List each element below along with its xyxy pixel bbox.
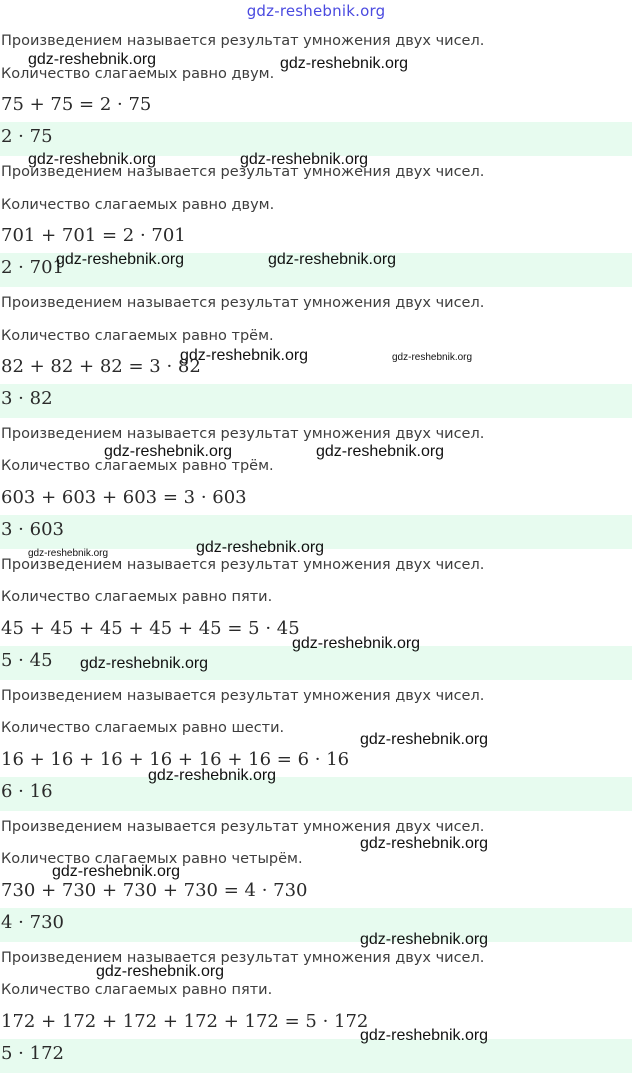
answer-band [0, 1039, 632, 1073]
answer-value: 2 · 701 [1, 257, 64, 278]
count-text: Количество слагаемых равно двум. [1, 197, 275, 213]
answer-value: 5 · 172 [1, 1043, 64, 1064]
definition-text: Произведением называется результат умножения двух чисел. [1, 295, 485, 311]
answer-value: 5 · 45 [1, 650, 53, 671]
answer-band [0, 908, 632, 942]
answer-value: 4 · 730 [1, 912, 64, 933]
answer-value: 2 · 75 [1, 126, 53, 147]
sum-formula: 16 + 16 + 16 + 16 + 16 + 16 = 6 · 16 [1, 749, 350, 770]
count-text: Количество слагаемых равно двум. [1, 66, 275, 82]
watermark: gdz-reshebnik.org [180, 347, 309, 364]
sum-formula: 603 + 603 + 603 = 3 · 603 [1, 487, 247, 508]
sum-formula: 82 + 82 + 82 = 3 · 82 [1, 356, 201, 377]
answer-value: 3 · 82 [1, 388, 53, 409]
definition-text: Произведением называется результат умножения двух чисел. [1, 950, 485, 966]
watermark: gdz-reshebnik.org [148, 767, 277, 784]
count-text: Количество слагаемых равно шести. [1, 720, 285, 736]
definition-text: Произведением называется результат умножения двух чисел. [1, 819, 485, 835]
watermark: gdz-reshebnik.org [392, 352, 473, 363]
sum-formula: 75 + 75 = 2 · 75 [1, 94, 152, 115]
watermark: gdz-reshebnik.org [80, 655, 209, 672]
definition-text: Произведением называется результат умножения двух чисел. [1, 33, 485, 49]
watermark: gdz-reshebnik.org [52, 863, 181, 880]
sum-formula: 172 + 172 + 172 + 172 + 172 = 5 · 172 [1, 1011, 369, 1032]
sum-formula: 45 + 45 + 45 + 45 + 45 = 5 · 45 [1, 618, 300, 639]
sum-formula: 701 + 701 = 2 · 701 [1, 225, 186, 246]
watermark: gdz-reshebnik.org [316, 443, 445, 460]
watermark: gdz-reshebnik.org [360, 835, 489, 852]
watermark: gdz-reshebnik.org [292, 635, 421, 652]
count-text: Количество слагаемых равно трём. [1, 458, 274, 474]
definition-text: Произведением называется результат умножения двух чисел. [1, 164, 485, 180]
watermark: gdz-reshebnik.org [240, 151, 369, 168]
sum-formula: 730 + 730 + 730 + 730 = 4 · 730 [1, 880, 308, 901]
answer-band [0, 384, 632, 418]
watermark: gdz-reshebnik.org [28, 51, 157, 68]
site-watermark-header: gdz-reshebnik.org [246, 2, 386, 20]
watermark: gdz-reshebnik.org [268, 251, 397, 268]
watermark: gdz-reshebnik.org [96, 963, 225, 980]
watermark: gdz-reshebnik.org [28, 151, 157, 168]
definition-text: Произведением называется результат умножения двух чисел. [1, 557, 485, 573]
count-text: Количество слагаемых равно четырём. [1, 851, 303, 867]
watermark: gdz-reshebnik.org [280, 55, 409, 72]
count-text: Количество слагаемых равно трём. [1, 328, 274, 344]
definition-text: Произведением называется результат умножения двух чисел. [1, 426, 485, 442]
watermark: gdz-reshebnik.org [28, 548, 109, 559]
definition-text: Произведением называется результат умножения двух чисел. [1, 688, 485, 704]
watermark: gdz-reshebnik.org [360, 1027, 489, 1044]
answer-value: 6 · 16 [1, 781, 53, 802]
watermark: gdz-reshebnik.org [360, 931, 489, 948]
answer-band [0, 777, 632, 811]
watermark: gdz-reshebnik.org [56, 251, 185, 268]
watermark: gdz-reshebnik.org [360, 731, 489, 748]
count-text: Количество слагаемых равно пяти. [1, 589, 273, 605]
watermark: gdz-reshebnik.org [196, 539, 325, 556]
count-text: Количество слагаемых равно пяти. [1, 982, 273, 998]
watermark: gdz-reshebnik.org [104, 443, 233, 460]
answer-value: 3 · 603 [1, 519, 64, 540]
